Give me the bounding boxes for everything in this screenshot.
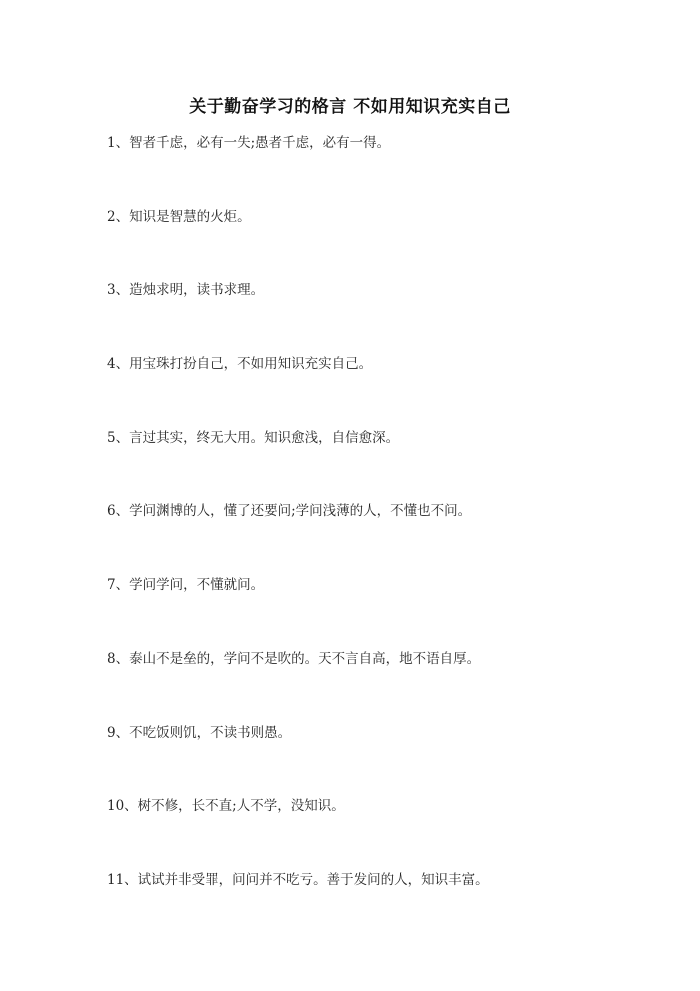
quote-item-6: 6、学问渊博的人，懂了还要问;学问浅薄的人，不懂也不问。 [107,503,472,520]
quote-item-9: 9、不吃饭则饥，不读书则愚。 [107,724,292,741]
quote-item-4: 4、用宝珠打扮自己，不如用知识充实自己。 [107,356,373,373]
quote-item-2: 2、知识是智慧的火炬。 [107,208,251,225]
quote-item-11: 11、试试并非受罪，问问并不吃亏。善于发问的人，知识丰富。 [107,871,489,888]
quote-item-7: 7、学问学问，不懂就问。 [107,577,265,594]
quote-item-3: 3、造烛求明，读书求理。 [107,282,265,299]
quote-item-10: 10、树不修，长不直;人不学，没知识。 [107,798,345,815]
quote-item-8: 8、泰山不是垒的，学问不是吹的。天不言自高，地不语自厚。 [107,650,481,667]
quote-item-5: 5、言过其实，终无大用。知识愈浅，自信愈深。 [107,429,400,446]
quote-list [107,134,667,945]
quote-item-1: 1、智者千虑，必有一失;愚者千虑，必有一得。 [107,135,391,151]
document-title: 关于勤奋学习的格言 不如用知识充实自己 [189,97,511,117]
